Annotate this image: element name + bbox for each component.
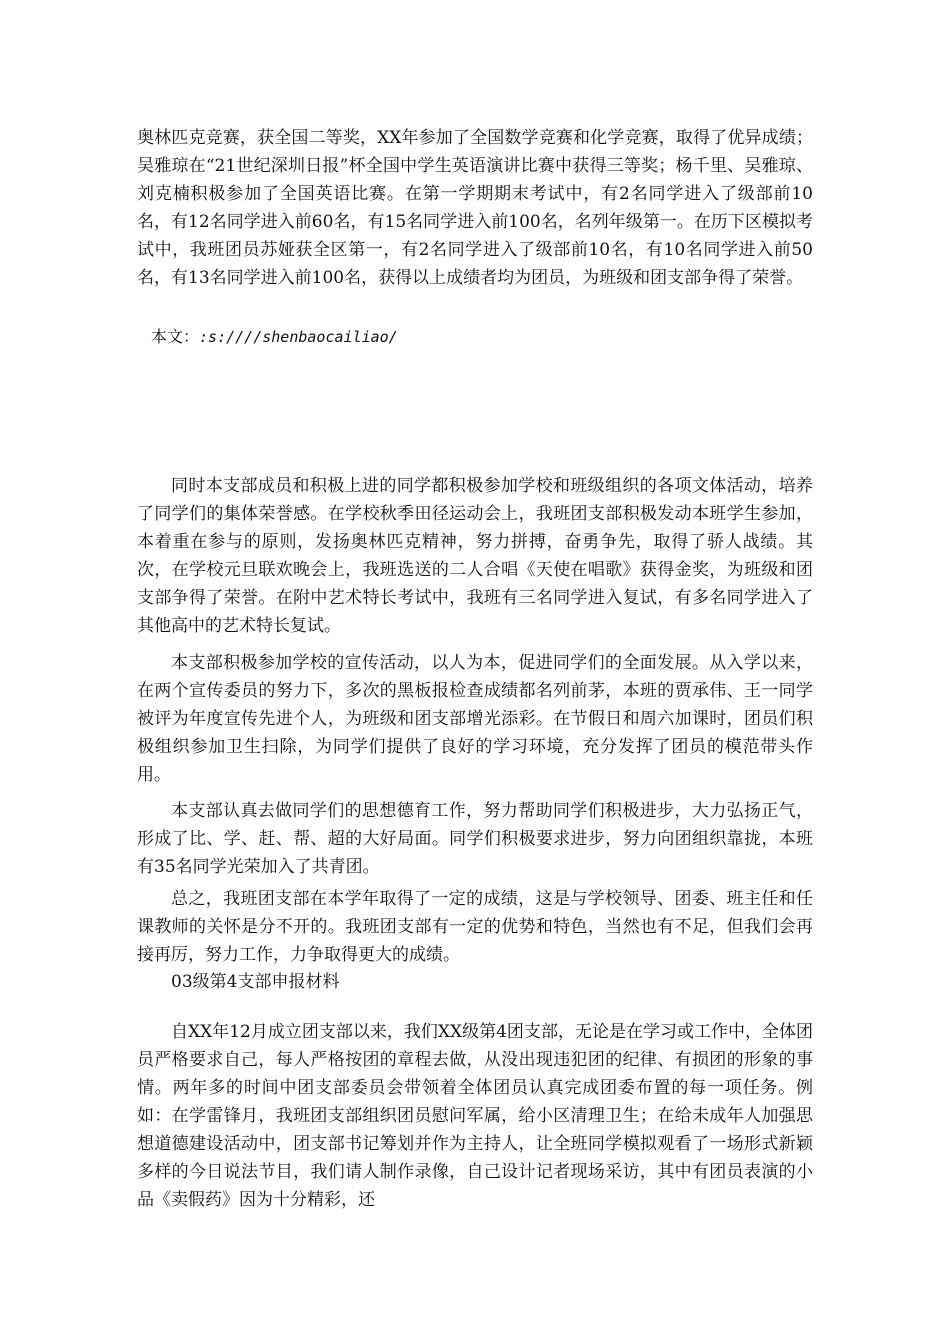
paragraph-branch-4-report: 自XX年12月成立团支部以来，我们XX级第4团支部，无论是在学习或工作中，全体团员严格要求自己，每人严格按团的章程去做，从没出现违犯团的纪律、有损团的形象的事情。两年多的时间中团支部委员会带领着全体团员认真完成团委布置的每一项任务。例如：在学雷锋月，我班团支部组织团员慰问军属，给小区清理卫生；在给未成年人加强思想道德建设活动中，团支部书记筹划并作为主持人，让全班同学模拟观看了一场形式新颖多样的今日说法节目，我们请人制作录像，自己设计记者现场采访，其中有团员表演的小品《卖假药》因为十分精彩，还 xyxy=(137,1022,813,1210)
section-heading: 03级第4支部申报材料 xyxy=(171,972,340,992)
paragraph-achievements: 奥林匹克竞赛，获全国二等奖，XX年参加了全国数学竞赛和化学竞赛，取得了优异成绩；吴雅琼在“21世纪深圳日报”杯全国中学生英语演讲比赛中获得三等奖；杨千里、吴雅琼、刘克楠积极参加了全国英语比赛。在第一学期期末考试中，有2名同学进入了级部前10名，有12名同学进入前60名，有15名同学进入前100名，名列年级第一。在历下区模拟考试中，我班团员苏娅获全区第一，有2名同学进入了级部前10名，有10名同学进入前50名，有13名同学进入前100名，获得以上成绩者均为团员，为班级和团支部争得了荣誉。 xyxy=(137,128,813,288)
source-line xyxy=(151,325,398,349)
paragraph-summary: 总之，我班团支部在本学年取得了一定的成绩，这是与学校领导、团委、班主任和任课教师的关怀是分不开的。我班团支部有一定的优势和特色，当然也有不足，但我们会再接再厉，努力工作，力争取得更大的成绩。 xyxy=(137,889,813,965)
source-url[interactable]: :s:////shenbaocailiao/ xyxy=(199,328,398,346)
source-label: 本文： xyxy=(151,327,200,346)
paragraph-moral-education: 本支部认真去做同学们的思想德育工作，努力帮助同学们积极进步，大力弘扬正气，形成了比、学、赶、帮、超的大好局面。同学们积极要求进步，努力向团组织靠拢，本班有35名同学光荣加入了共青团。 xyxy=(137,801,813,877)
paragraph-cultural-activities: 同时本支部成员和积极上进的同学都积极参加学校和班级组织的各项文体活动，培养了同学们的集体荣誉感。在学校秋季田径运动会上，我班团支部积极发动本班学生参加，本着重在参与的原则，发扬奥林匹克精神，努力拼搏，奋勇争先，取得了骄人战绩。其次，在学校元旦联欢晚会上，我班选送的二人合唱《天使在唱歌》获得金奖，为班级和团支部争得了荣誉。在附中艺术特长考试中，我班有三名同学进入复试，有多名同学进入了其他高中的艺术特长复试。 xyxy=(137,476,813,636)
paragraph-publicity-activities: 本支部积极参加学校的宣传活动，以人为本，促进同学们的全面发展。从入学以来，在两个宣传委员的努力下，多次的黑板报检查成绩都名列前茅，本班的贾承伟、王一同学被评为年度宣传先进个人，为班级和团支部增光添彩。在节假日和周六加课时，团员们积极组织参加卫生扫除，为同学们提供了良好的学习环境，充分发挥了团员的模范带头作用。 xyxy=(137,653,813,785)
